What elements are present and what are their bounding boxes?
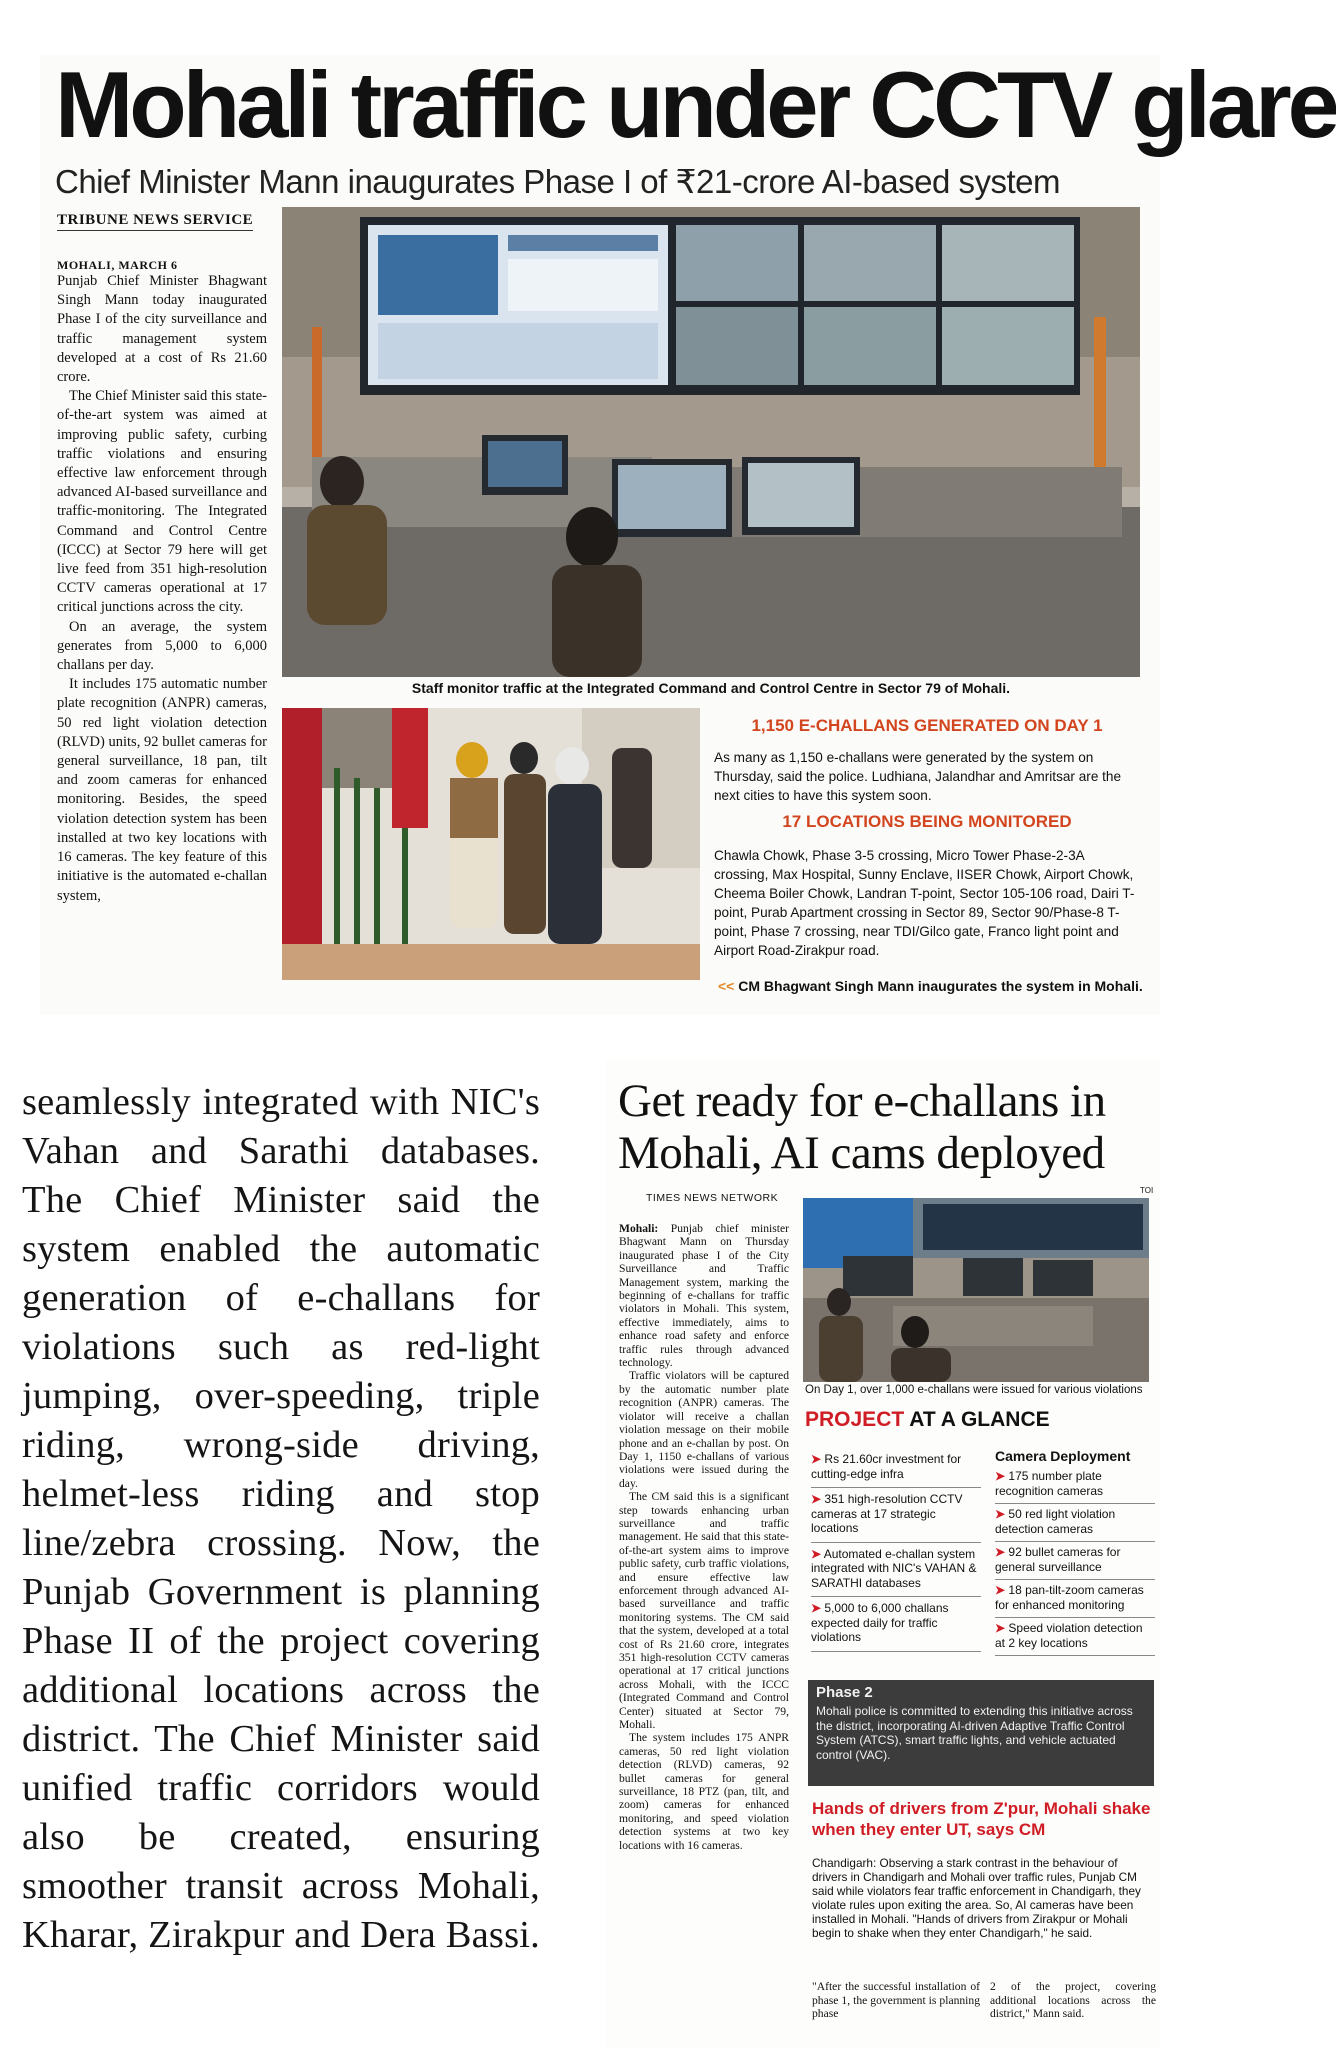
inauguration-photo [282, 708, 700, 980]
toi-control-room-photo [803, 1198, 1149, 1382]
glance-item-text: Automated e-challan system integrated with NIC's VAHAN & SARATHI databases [811, 1546, 977, 1590]
glance-title-rest: AT A GLANCE [904, 1408, 1050, 1431]
glance-item-text: 50 red light violation detection cameras [995, 1507, 1116, 1536]
glance-item [995, 1542, 1155, 1580]
toi-dateline: Mohali: [619, 1222, 659, 1235]
phase2-text: Mohali police is committed to extending this initiative across the district, incorporating AI-driven Adaptive Traffic Control System (ATCS), smart traffic lights, and vehicle actuated control (VAC). [816, 1704, 1133, 1762]
arrow-icon: ➤ [811, 1546, 822, 1561]
glance-item-text: 175 number plate recognition cameras [995, 1469, 1104, 1498]
inauguration-caption [718, 978, 1143, 994]
tribune-paragraph: Punjab Chief Minister Bhagwant Singh Mann today inaugurated Phase I of the city surveillance and traffic management system developed at a cost of Rs 21.60 crore. [57, 273, 267, 386]
glance-item-text: 92 bullet cameras for general surveillance [995, 1545, 1121, 1574]
tribune-article-body [57, 272, 267, 906]
command-centre-caption: Staff monitor traffic at the Integrated Command and Control Centre in Sector 79 of Mohali. [411, 680, 1011, 696]
command-centre-photo [282, 207, 1140, 677]
phase2-box [808, 1680, 1154, 1786]
chandigarh-story-column: 2 of the project, covering additional locations across the district," Mann said. [990, 1980, 1156, 2021]
arrow-icon: ➤ [811, 1452, 822, 1466]
arrow-icon: ➤ [995, 1469, 1006, 1483]
arrow-icon: ➤ [811, 1492, 822, 1506]
locations-box-title: 17 LOCATIONS BEING MONITORED [782, 812, 1072, 831]
caption-marker: << [718, 978, 735, 994]
glance-item [811, 1543, 981, 1598]
glance-item-text: 351 high-resolution CCTV cameras at 17 strategic locations [811, 1492, 963, 1535]
glance-item [811, 1597, 981, 1652]
locations-box-text: Chawla Chowk, Phase 3-5 crossing, Micro Tower Phase-2-3A crossing, Max Hospital, Sunny Enclave, IISER Chowk, Airport Chowk, Cheema Boiler Chowk, Landran T-point, Sector 105-106 road, Dairi T-point, Purab Apartment crossing in Sector 89, Sector 90/Phase-8 T-point, Phase 7 crossing, near TDI/Gilco gate, Franco light point and Airport Road-Zirakpur road. [714, 848, 1135, 958]
arrow-icon: ➤ [995, 1545, 1006, 1559]
glance-item [995, 1618, 1155, 1656]
chandigarh-story-column: "After the successful installation of phase 1, the government is planning phase [812, 1980, 980, 2021]
glance-item-text: 5,000 to 6,000 challans expected daily for traffic violations [811, 1601, 949, 1644]
glance-item [995, 1580, 1155, 1618]
toi-photo-caption: On Day 1, over 1,000 e-challans were issued for various violations [805, 1384, 1143, 1396]
tribune-paragraph: The Chief Minister said this state-of-the-art system was aimed at improving public safety, curbing traffic violations and ensuring effective law enforcement through advanced AI-based surveillance and traffic-monitoring. The Integrated Command and Control Centre (ICCC) at Sector 79 here will get live feed from 351 high-resolution CCTV cameras operational at 17 critical junctions across the city. [57, 388, 267, 616]
glance-highlights [811, 1448, 981, 1652]
toi-byline: TIMES NEWS NETWORK [646, 1192, 779, 1204]
tribune-dateline: MOHALI, MARCH 6 [57, 258, 178, 272]
arrow-icon: ➤ [811, 1601, 822, 1615]
chandigarh-story-lede: Chandigarh: Observing a stark contrast in the behaviour of drivers in Chandigarh and Mohali over traffic rules, Punjab CM said while violators fear traffic enforcement in Chandigarh, they violate rules upon exiting the area. So, AI cameras have been installed in Mohali. "Hands of drivers from Zirakpur or Mohali begin to shake when they enter Chandigarh," he said. [812, 1856, 1141, 1940]
echallan-box-title: 1,150 E-CHALLANS GENERATED ON DAY 1 [751, 716, 1103, 735]
glance-item [995, 1504, 1155, 1542]
inauguration-caption-text: CM Bhagwant Singh Mann inaugurates the system in Mohali. [738, 978, 1143, 994]
project-glance-title [805, 1408, 1050, 1432]
echallan-box-text: As many as 1,150 e-challans were generated by the system on Thursday, said the police. Ludhiana, Jalandhar and Amritsar are the next cities to have this system soon. [714, 750, 1122, 803]
toi-paragraph-text: Punjab chief minister Bhagwant Mann on Thursday inaugurated phase I of the City Surveillance and Traffic Management system, marking the beginning of e-challans for traffic violators in Mohali. This system, effective immediately, aims to enhance road safety and enforce traffic rules through advanced technology. [619, 1222, 790, 1370]
glance-item [995, 1466, 1155, 1504]
zoomed-article-text: seamlessly integrated with NIC's Vahan and Sarathi databases. The Chief Minister said the system enabled the automatic generation of e-challans for violations such as red-light jumping, over-speeding, triple riding, wrong-side driving, helmet-less riding and stop line/zebra crossing. Now, the Punjab Government is planning Phase II of the project covering additional locations across the district. The Chief Minister said unified traffic corridors would also be created, ensuring smoother transit across Mohali, Kharar, Zirakpur and Dera Bassi. [22, 1081, 540, 1956]
tribune-subhead: Chief Minister Mann inaugurates Phase I of ₹21-crore AI-based system [55, 163, 1060, 200]
toi-paragraph: Traffic violators will be captured by the automatic number plate recognition (ANPR) cameras. The violator will receive a challan violation message on their mobile phone and an e-challan by post. On Day 1, 1150 e-challans of various violations were issued during the day. [619, 1369, 789, 1490]
toi-paragraph: The system includes 175 ANPR cameras, 50 red light violation detection (RLVD) cameras, 92 bullet cameras for general surveillance, 18 PTZ (pan, tilt, and zoom) cameras for enhanced monitoring, and speed violation detection systems at two key locations with 16 cameras. [619, 1731, 789, 1852]
glance-title-red: PROJECT [805, 1408, 905, 1431]
toi-paragraph: The CM said this is a significant step towards enhancing urban surveillance and traffic management. He said that this state-of-the-art system aims to improve public safety, curb traffic violations, and ensure effective law enforcement through advanced AI-based surveillance and traffic monitoring systems. The CM said that the system, developed at a total cost of Rs 21.60 crore, integrates 351 high-resolution CCTV cameras operational at 17 critical junctions across Mohali, with the ICCC (Integrated Command and Control Center) situated at Sector 79, Mohali. [619, 1490, 789, 1732]
glance-item [811, 1488, 981, 1543]
glance-item [811, 1448, 981, 1488]
toi-headline: Get ready for e-challans in Mohali, AI cams deployed [618, 1075, 1106, 1179]
tribune-byline: TRIBUNE NEWS SERVICE [57, 212, 253, 231]
toi-article-body [619, 1222, 789, 1852]
tribune-paragraph: It includes 175 automatic number plate recognition (ANPR) cameras, 50 red light violation detection (RLVD) units, 92 bullet cameras for general surveillance, 18 pan, tilt and zoom cameras for enhanced monitoring. Besides, the speed violation detection system has been installed at two key locations with 16 cameras. The key feature of this initiative is the automated e-challan system, [57, 676, 267, 904]
tribune-paragraph: On an average, the system generates from 5,000 to 6,000 challans per day. [57, 618, 267, 674]
glance-item-text: Rs 21.60cr investment for cutting-edge infra [811, 1452, 962, 1481]
chandigarh-story-headline: Hands of drivers from Z'pur, Mohali shake when they enter UT, says CM [812, 1799, 1151, 1839]
arrow-icon: ➤ [995, 1507, 1006, 1521]
camera-deployment-list [995, 1448, 1155, 1656]
glance-item-text: 18 pan-tilt-zoom cameras for enhanced monitoring [995, 1583, 1144, 1612]
tribune-headline: Mohali traffic under CCTV glare [55, 52, 1336, 157]
arrow-icon: ➤ [995, 1583, 1006, 1597]
toi-paragraph [619, 1222, 789, 1369]
phase2-title: Phase 2 [816, 1684, 873, 1701]
glance-item-text: Speed violation detection at 2 key locations [995, 1621, 1143, 1650]
camera-deployment-heading: Camera Deployment [995, 1448, 1131, 1464]
arrow-icon: ➤ [995, 1621, 1006, 1635]
toi-tag: TOI [1140, 1186, 1154, 1195]
